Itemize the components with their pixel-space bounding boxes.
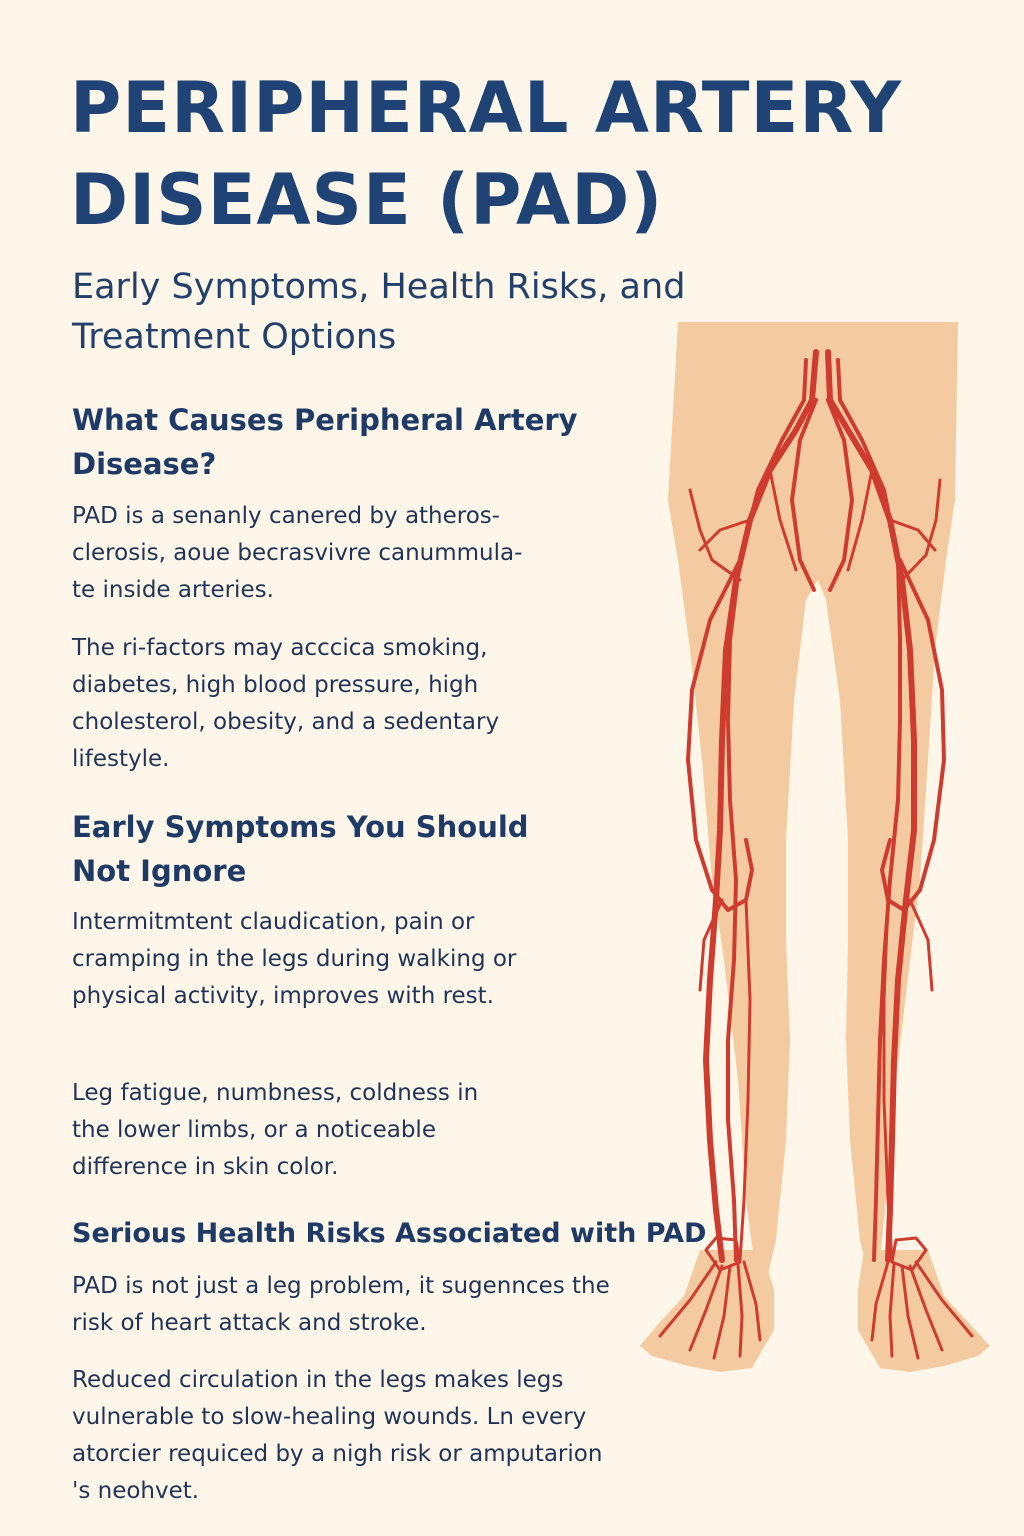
symptoms-paragraph-2: Leg fatigue, numbness, coldness in the lower limbs, or a noticeable difference in skin color. bbox=[72, 1080, 479, 1180]
legs-silhouette bbox=[640, 322, 990, 1372]
causes-paragraph-2: The ri-factors may acccica smoking, diabetes, high blood pressure, high cholesterol, obesity, and a sedentary lifestyle. bbox=[72, 635, 500, 772]
legs-arteries-illustration bbox=[600, 300, 1024, 1410]
causes-paragraph-1: PAD is a senanly canered by atheros-clerosis, aoue becrasvivre canummula-te inside arteries. bbox=[72, 503, 523, 603]
section-heading-causes: What Causes Peripheral Artery Disease? bbox=[72, 403, 578, 481]
page-title: PERIPHERAL ARTERY DISEASE (PAD) bbox=[70, 67, 903, 241]
risks-paragraph-2: Reduced circulation in the legs makes legs vulnerable to slow-healing wounds. Ln every atorcier requiced by a nigh risk or amputarion 's neohvet. bbox=[72, 1367, 603, 1504]
section-heading-risks: Serious Health Risks Associated with PAD bbox=[72, 1218, 707, 1249]
section-heading-symptoms: Early Symptoms You Should Not Ignore bbox=[72, 810, 529, 888]
page-subtitle: Early Symptoms, Health Risks, and Treatment Options bbox=[72, 267, 686, 357]
risks-paragraph-1: PAD is not just a leg problem, it sugennces the risk of heart attack and stroke. bbox=[72, 1273, 610, 1336]
symptoms-paragraph-1: Intermitmtent claudication, pain or cramping in the legs during walking or physical activity, improves with rest. bbox=[72, 909, 517, 1009]
